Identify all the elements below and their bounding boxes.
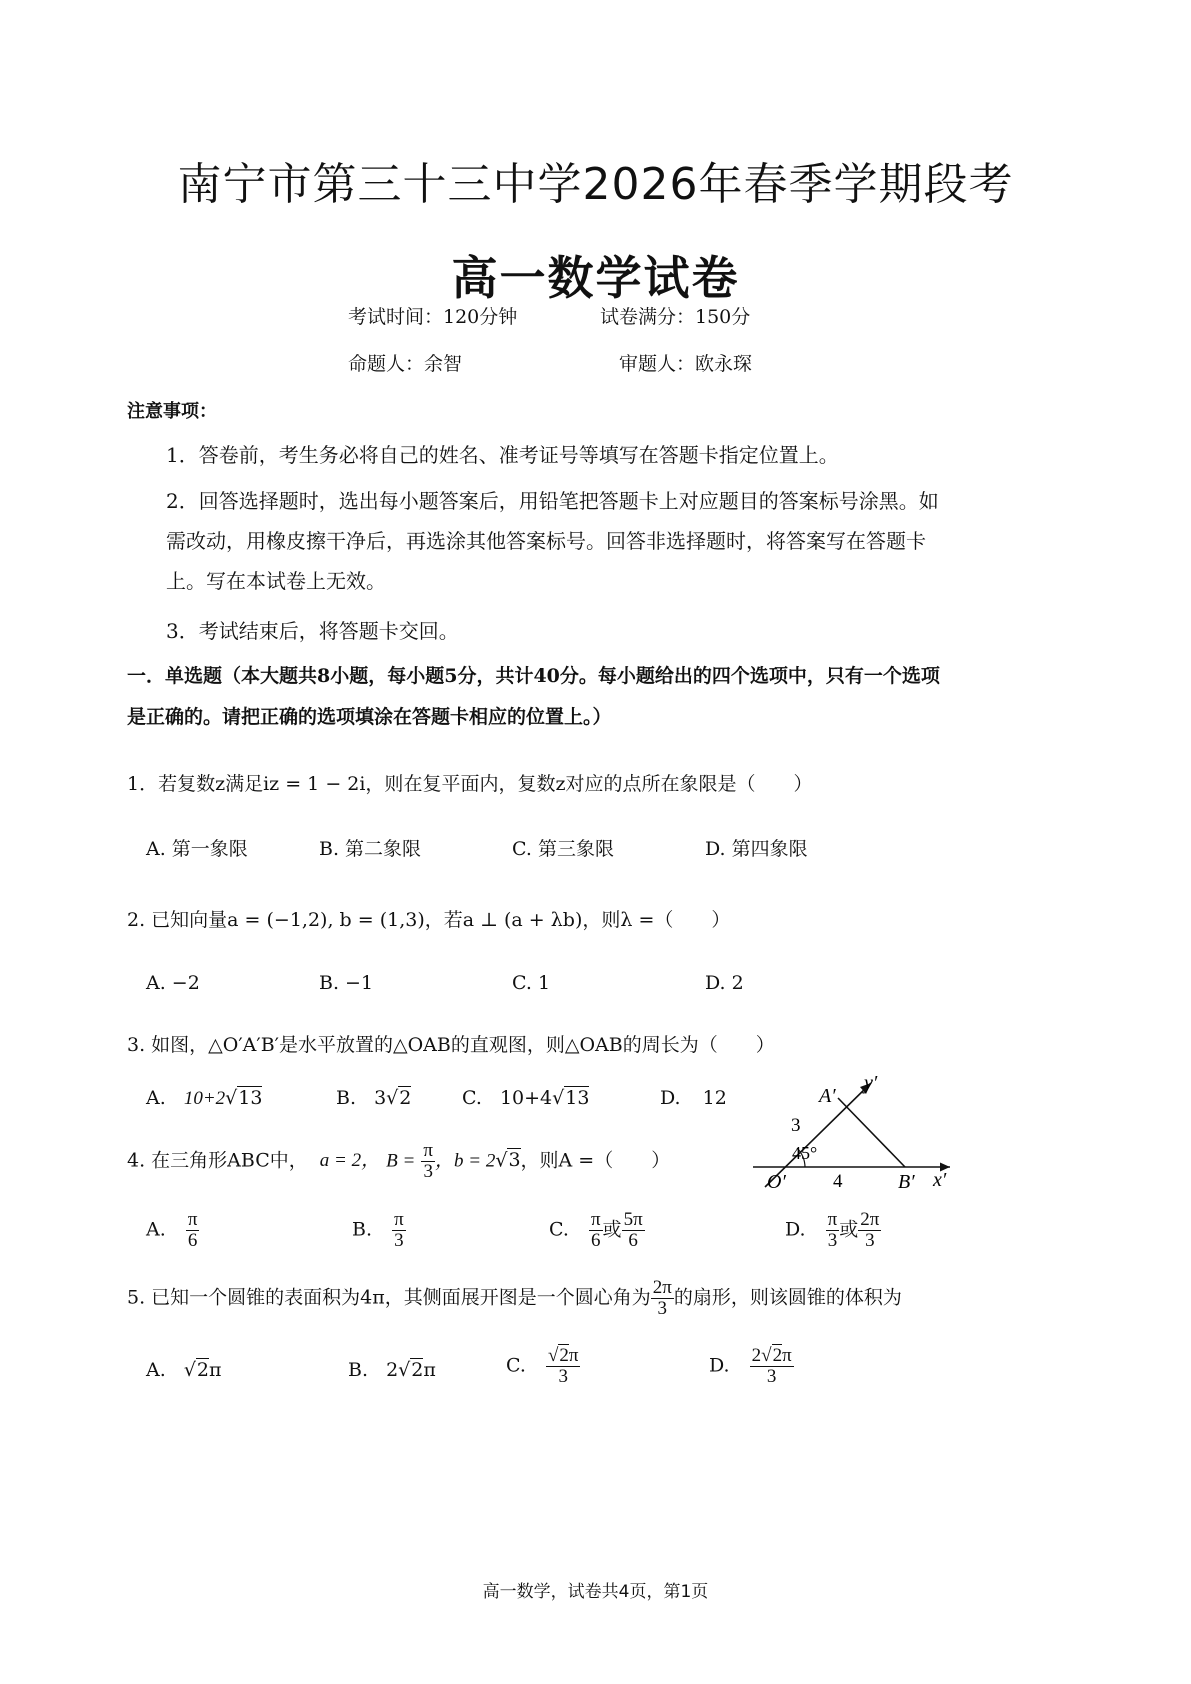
section-heading-cont: 是正确的。请把正确的选项填涂在答题卡相应的位置上。）	[127, 706, 612, 728]
segment-ab	[838, 1098, 905, 1167]
q4-option-c-num1: π	[590, 1209, 601, 1230]
q2-option-a: A. −2	[146, 972, 200, 994]
q3-option-d	[660, 1087, 727, 1109]
q5-option-a-suffix: π	[209, 1359, 222, 1381]
q3-option-a: A. 10+2√13	[146, 1087, 263, 1109]
q5-option-a-label: A.	[146, 1359, 166, 1381]
q5-option-b-radicand: 2	[411, 1359, 424, 1381]
exam-reviewer: 审题人：欧永琛	[619, 353, 753, 375]
q5-option-d-radicand: 2	[772, 1345, 783, 1366]
oblique-triangle-figure	[745, 1065, 965, 1195]
label-b-prime: B′	[898, 1171, 915, 1193]
q4-option-d-label: D.	[785, 1218, 806, 1241]
q4-option-b-fraction	[392, 1210, 406, 1251]
notice-item-2-end: 上。写在本试卷上无效。	[166, 569, 386, 593]
q2-option-c: C. 1	[512, 972, 551, 994]
q4-option-c-fraction-1	[589, 1210, 603, 1251]
q4-option-d-fraction-2	[858, 1210, 881, 1251]
q5-prefix: 5. 已知一个圆锥的表面积为4π，其侧面展开图是一个圆心角为	[127, 1286, 651, 1309]
q5-option-c-suffix: π	[568, 1345, 579, 1366]
q5-option-b-suffix: π	[423, 1359, 436, 1381]
q4-b-fraction	[421, 1141, 435, 1182]
q3-option-c-coef: 10+4	[499, 1087, 553, 1109]
q4-option-a-num: π	[187, 1209, 198, 1230]
q4-option-c-label: C.	[549, 1218, 569, 1241]
q3-option-c: C. 10+4√13	[462, 1087, 590, 1109]
question-1: 1．若复数z满足iz = 1 − 2i，则在复平面内，复数z对应的点所在象限是（ ）	[127, 773, 813, 795]
q5-option-a: A. √2π	[146, 1359, 222, 1381]
q3-option-b-coef: 3	[374, 1087, 387, 1109]
exam-school-title: 南宁市第三十三中学2026年春季学期段考	[177, 159, 1014, 210]
q3-option-a-coef: 10+2	[183, 1088, 226, 1109]
question-3: 3. 如图，△O′A′B′是水平放置的△OAB的直观图，则△OAB的周长为（ ）	[127, 1034, 775, 1056]
q3-option-c-radicand: 13	[565, 1087, 590, 1109]
q3-option-b-label: B.	[336, 1087, 357, 1109]
q4-b-den: 3	[423, 1160, 433, 1182]
q3-option-b: B. 3√2	[336, 1087, 412, 1109]
q4-prefix: 4. 在三角形ABC中，	[127, 1149, 308, 1172]
q4-option-c-fraction-2	[622, 1210, 645, 1251]
q4-option-b-num: π	[394, 1209, 404, 1230]
q5-option-c	[506, 1346, 580, 1387]
q4-option-c-or: 或	[602, 1218, 622, 1241]
q2-option-b: B. −1	[319, 972, 374, 994]
q4-c-radicand: 3	[508, 1149, 521, 1172]
q4-option-d-fraction-1	[826, 1210, 840, 1251]
q1-option-c: C. 第三象限	[512, 838, 614, 860]
label-o-prime: O′	[767, 1171, 786, 1193]
q4-option-b-den: 3	[394, 1229, 404, 1251]
q4-option-d-or: 或	[839, 1218, 859, 1241]
q5-option-c-radicand: 2	[559, 1345, 569, 1366]
q4-b-eq: B =	[386, 1150, 416, 1172]
q1-option-b: B. 第二象限	[319, 838, 422, 860]
q4-option-c-den1: 6	[591, 1229, 601, 1251]
q3-option-a-label: A.	[146, 1087, 166, 1109]
q4-option-d-den2: 3	[865, 1229, 875, 1251]
q3-option-c-label: C.	[462, 1087, 482, 1109]
q5-option-d-coef: 2	[751, 1345, 762, 1366]
q5-option-a-radicand: 2	[196, 1359, 210, 1381]
q4-option-a	[146, 1210, 199, 1251]
exam-author: 命题人：余智	[348, 353, 463, 375]
q4-option-d	[785, 1210, 881, 1251]
q5-option-d-fraction: $\frac{2√2\pi}{3}$	[751, 1345, 792, 1387]
q4-option-b	[352, 1210, 406, 1251]
q1-option-d: D. 第四象限	[705, 838, 808, 860]
label-side-4: 4	[833, 1171, 843, 1192]
q5-option-b-label: B.	[348, 1359, 369, 1381]
q5-num: 2π	[652, 1277, 672, 1298]
label-x-axis: x′	[933, 1169, 947, 1191]
q4-c-eq: ，b = 2	[435, 1150, 496, 1172]
q3-option-a-radicand: 13	[238, 1087, 263, 1109]
exam-full-score: 试卷满分：150分	[600, 306, 751, 328]
q4-option-b-label: B.	[352, 1218, 373, 1241]
q2-option-d: D. 2	[705, 972, 744, 994]
q5-option-d	[709, 1346, 794, 1387]
q5-option-d-suffix: π	[782, 1345, 792, 1366]
q1-option-a: A. 第一象限	[146, 838, 248, 860]
question-2: 2. 已知向量a = (−1,2), b = (1,3)，若a ⊥ (a + λb)，则λ =（ ）	[127, 909, 731, 931]
q4-option-a-fraction	[186, 1210, 200, 1251]
q5-option-c-den: 3	[558, 1365, 568, 1387]
q3-option-b-radicand: 2	[399, 1087, 412, 1109]
q5-den: 3	[657, 1297, 668, 1319]
q5-option-b: B. 2√2π	[348, 1359, 436, 1381]
q3-option-d-label: D.	[660, 1087, 681, 1109]
question-5	[127, 1278, 902, 1319]
q4-option-c-den2: 6	[628, 1229, 638, 1251]
q4-option-d-num2: 2π	[860, 1209, 880, 1230]
label-y-axis: y′	[864, 1072, 878, 1094]
label-a-prime: A′	[819, 1085, 836, 1107]
notice-item-3: 3．考试结束后，将答题卡交回。	[166, 619, 459, 643]
q4-a-eq: a = 2，	[319, 1150, 381, 1172]
label-side-3: 3	[791, 1115, 801, 1136]
q5-option-b-coef: 2	[386, 1359, 399, 1381]
label-angle: 45°	[792, 1143, 818, 1163]
q5-option-c-label: C.	[506, 1354, 526, 1377]
q4-option-c	[549, 1210, 645, 1251]
q4-postfix: ，则A =（ ）	[520, 1149, 671, 1172]
notice-item-1: 1．答卷前，考生务必将自己的姓名、准考证号等填写在答题卡指定位置上。	[166, 443, 839, 467]
exam-subject-title: 高一数学试卷	[451, 251, 740, 305]
q5-postfix: 的扇形，则该圆锥的体积为	[673, 1286, 902, 1309]
q5-option-c-fraction: $\frac{√2\pi}{3}$	[547, 1345, 579, 1387]
q5-option-d-label: D.	[709, 1354, 730, 1377]
q4-option-a-den: 6	[187, 1229, 198, 1251]
notice-item-2-cont: 需改动，用橡皮擦干净后，再选涂其他答案标号。回答非选择题时，将答案写在答题卡	[166, 529, 926, 553]
q5-fraction	[651, 1278, 674, 1319]
q4-option-a-label: A.	[146, 1218, 166, 1241]
question-4: 4. 在三角形ABC中， a = 2， B = $\frac{\pi}{3}$ ，b = 2√3，则A =（ ）	[127, 1140, 671, 1182]
section-heading: 一．单选题（本大题共8小题，每小题5分，共计40分。每小题给出的四个选项中，只有一个选项	[127, 665, 940, 687]
q5-option-d-den: 3	[766, 1365, 777, 1387]
q4-option-d-den1: 3	[827, 1229, 838, 1251]
notice-heading: 注意事项：	[127, 401, 217, 422]
page-footer: 高一数学，试卷共4页，第1页	[482, 1582, 709, 1602]
notice-item-2: 2．回答选择题时，选出每小题答案后，用铅笔把答题卡上对应题目的答案标号涂黑。如	[166, 489, 939, 513]
q3-option-d-value: 12	[702, 1087, 727, 1109]
q4-b-num: π	[423, 1140, 433, 1161]
q4-option-d-num1: π	[827, 1209, 838, 1230]
q4-option-c-num2: 5π	[623, 1209, 643, 1230]
exam-time: 考试时间：120分钟	[348, 306, 518, 328]
